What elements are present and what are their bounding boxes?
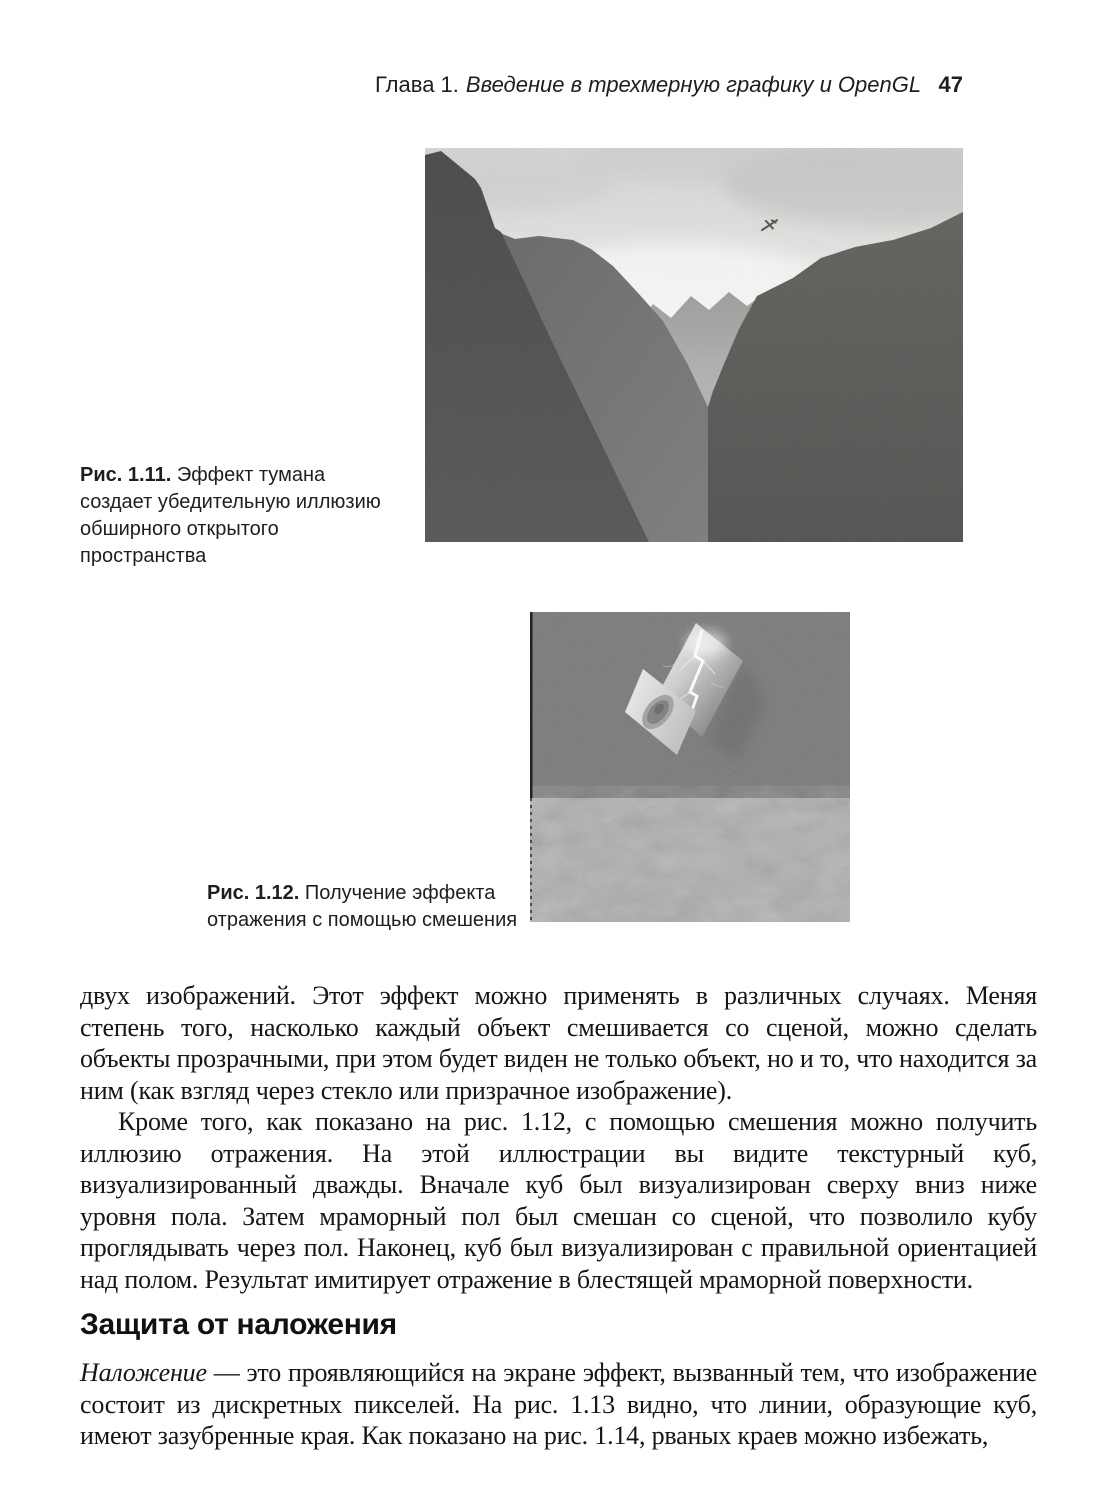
figure-1-12 <box>530 612 850 922</box>
figure-1-11 <box>425 148 963 542</box>
running-head <box>375 72 963 98</box>
figure-1-12-caption-label: Рис. 1.12. <box>207 882 300 904</box>
figure-1-11-caption-label: Рис. 1.11. <box>80 464 172 486</box>
running-head-title: Введение в трехмерную графику и OpenGL <box>465 72 922 97</box>
figure-1-12-caption-text: Получение эффекта отражения с помощью смешения <box>207 882 518 931</box>
paragraph-antialiasing <box>80 1357 1037 1452</box>
body-text <box>80 980 1037 1452</box>
section-heading-antialiasing: Защита от наложения <box>80 1308 397 1341</box>
figure-1-12-caption <box>207 880 529 934</box>
fog-canyon-image <box>425 148 963 542</box>
lead-term-italic: Наложение <box>80 1358 207 1387</box>
cube-reflection-image <box>530 612 850 922</box>
paragraph-reflection-illusion: Кроме того, как показано на рис. 1.12, с помощью смешения можно получить иллюзию отражения. На этой иллюстрации вы видите текстурный куб, визуализированный дважды. Вначале куб был визуализирован сверху вниз ниже уровня пола. Затем мраморный пол был смешан со сценой, что позволило кубу проглядывать через пол. Наконец, куб был визуализирован с правильной ориентацией над полом. Результат имитирует отражение в блестящей мраморной поверхности. <box>80 1107 1037 1294</box>
running-head-chapter: Глава 1. <box>375 72 459 97</box>
paragraph-antialiasing-rest: — это проявляющийся на экране эффект, вызванный тем, что изображение состоит из дискретных пикселей. На рис. 1.13 видно, что линии, образующие куб, имеют зазубренные края. Как показано на рис. 1.14, рваных краев можно избежать, <box>80 1358 1037 1450</box>
film-grain <box>425 148 963 542</box>
figure-1-11-caption <box>80 462 390 570</box>
figure-1-11-caption-text: Эффект тумана создает убедительную иллюзию обширного открытого пространства <box>80 464 381 567</box>
film-grain <box>530 612 850 922</box>
page-number: 47 <box>938 72 963 97</box>
paragraph-blending-continuation: двух изображений. Этот эффект можно применять в различных случаях. Меняя степень того, насколько каждый объект смешивается со сценой, можно сделать объекты прозрачными, при этом будет виден не только объект, но и то, что находится за ним (как взгляд через стекло или призрачное изображение). <box>80 981 1037 1105</box>
